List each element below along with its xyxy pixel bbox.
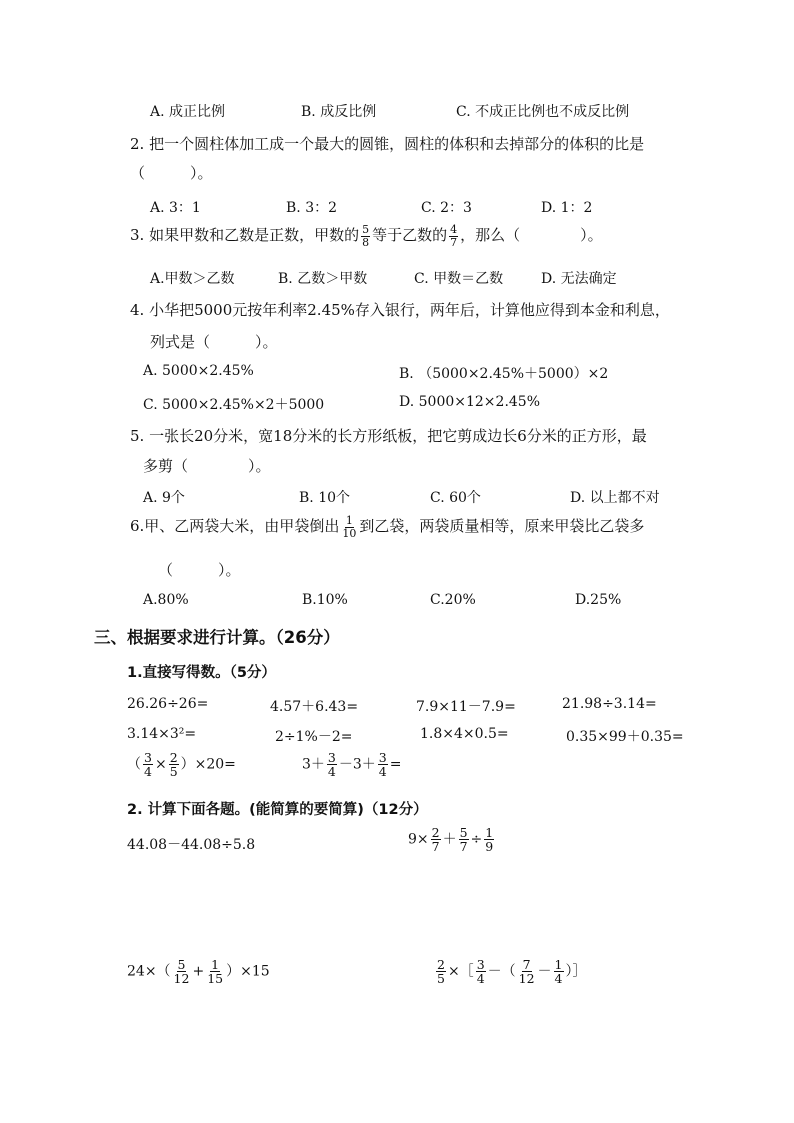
q2-option-a: A. 3：1 bbox=[150, 200, 201, 216]
fraction: $\frac{1}{10}$ bbox=[342, 514, 357, 540]
q3-option-c: C. 甲数＝乙数 bbox=[414, 271, 504, 287]
fraction: $\frac{2}{7}$ bbox=[431, 825, 440, 855]
q2-stem-line2: （ ）。 bbox=[130, 164, 213, 182]
calc-problem-2: 9× $\frac{2}{7}$ ＋ $\frac{5}{7}$ ÷ $\frac{1}{9}$ bbox=[408, 825, 494, 855]
section-3-title: 三、根据要求进行计算。（26分） bbox=[94, 628, 340, 647]
q6-stem-line2: （ ）。 bbox=[158, 561, 241, 579]
calc-item: 26.26÷26= bbox=[127, 696, 209, 712]
calc-problem-1: 44.08－44.08÷5.8 bbox=[127, 837, 256, 853]
q6-option-c: C.20% bbox=[430, 592, 476, 608]
calc-item: 21.98÷3.14= bbox=[562, 696, 657, 712]
q2-option-b: B. 3：2 bbox=[286, 200, 338, 216]
calc-item: 3.14×3²= bbox=[127, 726, 197, 742]
fraction: $\frac{3}{4}$ bbox=[144, 750, 152, 780]
fraction: $\frac{1}{9}$ bbox=[485, 825, 494, 855]
q6-option-d: D.25% bbox=[575, 592, 622, 608]
q4-option-a: A. 5000×2.45% bbox=[143, 363, 254, 379]
calc-item-fraction-sum: 3＋ $\frac{3}{4}$ －3＋ $\frac{3}{4}$ = bbox=[302, 750, 402, 780]
q4-option-d: D. 5000×12×2.45% bbox=[399, 394, 541, 410]
q3-stem: 3. 如果甲数和乙数是正数，甲数的 $\frac{5}{8}$ 等于乙数的 $\frac{4}{7}$ ，那么（ ）。 bbox=[130, 223, 603, 249]
q6-option-a: A.80% bbox=[143, 592, 189, 608]
fraction: $\frac{3}{4}$ bbox=[327, 750, 336, 780]
fraction: $\frac{7}{12}$ bbox=[518, 957, 535, 987]
q4-stem-line1: 4. 小华把5000元按年利率2.45%存入银行，两年后，计算他应得到本金和利息， bbox=[130, 301, 670, 319]
calc-item-fraction-product: （ $\frac{3}{4}$ × $\frac{2}{5}$ ）×20= bbox=[127, 750, 236, 780]
fraction: $\frac{5}{12}$ bbox=[173, 957, 190, 987]
fraction: $\frac{5}{7}$ bbox=[459, 825, 468, 855]
q5-stem-line1: 5. 一张长20分米，宽18分米的长方形纸板，把它剪成边长6分米的正方形，最 bbox=[130, 427, 647, 445]
q3-option-b: B. 乙数＞甲数 bbox=[278, 271, 368, 287]
subsection-1-title: 1.直接写得数。（5分） bbox=[127, 665, 276, 681]
calc-problem-3: 24×（ $\frac{5}{12}$ + $\frac{1}{15}$ ）×15 bbox=[127, 957, 270, 987]
calc-item: 1.8×4×0.5= bbox=[420, 726, 509, 742]
calc-item: 4.57＋6.43= bbox=[270, 699, 359, 715]
calc-item: 7.9×11－7.9= bbox=[416, 699, 516, 715]
fraction: $\frac{1}{15}$ bbox=[207, 957, 224, 987]
q4-option-c: C. 5000×2.45%×2＋5000 bbox=[143, 397, 325, 413]
q4-option-b: B. （5000×2.45%＋5000）×2 bbox=[399, 366, 609, 382]
fraction: $\frac{2}{5}$ bbox=[437, 957, 445, 987]
fraction: $\frac{3}{4}$ bbox=[378, 750, 387, 780]
calc-problem-4: $\frac{2}{5}$ ×［ $\frac{3}{4}$ －（ $\frac{7}{12}$ － $\frac{1}{4}$ ）］ bbox=[437, 957, 587, 987]
calc-item: 2÷1%－2= bbox=[275, 729, 353, 745]
q5-option-c: C. 60个 bbox=[430, 490, 481, 506]
q2-option-d: D. 1：2 bbox=[541, 200, 593, 216]
q4-stem-line2: 列式是（ ）。 bbox=[150, 333, 278, 351]
fraction: $\frac{3}{4}$ bbox=[476, 957, 485, 987]
q1-option-b: B. 成反比例 bbox=[301, 104, 377, 120]
q3-option-a: A.甲数＞乙数 bbox=[150, 271, 235, 287]
q1-option-c: C. 不成正比例也不成反比例 bbox=[456, 104, 630, 120]
fraction: $\frac{5}{8}$ bbox=[362, 223, 370, 249]
subsection-2-title: 2. 计算下面各题。(能简算的要简算)（12分） bbox=[127, 802, 428, 818]
fraction: $\frac{4}{7}$ bbox=[450, 223, 458, 249]
q5-option-b: B. 10个 bbox=[299, 490, 351, 506]
q5-option-d: D. 以上都不对 bbox=[570, 490, 660, 506]
q6-stem-line1: 6.甲、乙两袋大米，由甲袋倒出 $\frac{1}{10}$ 到乙袋，两袋质量相等，原来甲袋比乙袋多 bbox=[130, 514, 645, 540]
calc-item: 0.35×99＋0.35= bbox=[566, 729, 684, 745]
fraction: $\frac{1}{4}$ bbox=[554, 957, 563, 987]
fraction: $\frac{2}{5}$ bbox=[169, 750, 178, 780]
q5-option-a: A. 9个 bbox=[143, 490, 185, 506]
q3-option-d: D. 无法确定 bbox=[541, 271, 617, 287]
q2-stem-line1: 2. 把一个圆柱体加工成一个最大的圆锥，圆柱的体积和去掉部分的体积的比是 bbox=[130, 135, 645, 153]
q1-option-a: A. 成正比例 bbox=[150, 104, 226, 120]
q2-option-c: C. 2：3 bbox=[421, 200, 472, 216]
q5-stem-line2: 多剪（ ）。 bbox=[143, 457, 271, 475]
q6-option-b: B.10% bbox=[302, 592, 348, 608]
